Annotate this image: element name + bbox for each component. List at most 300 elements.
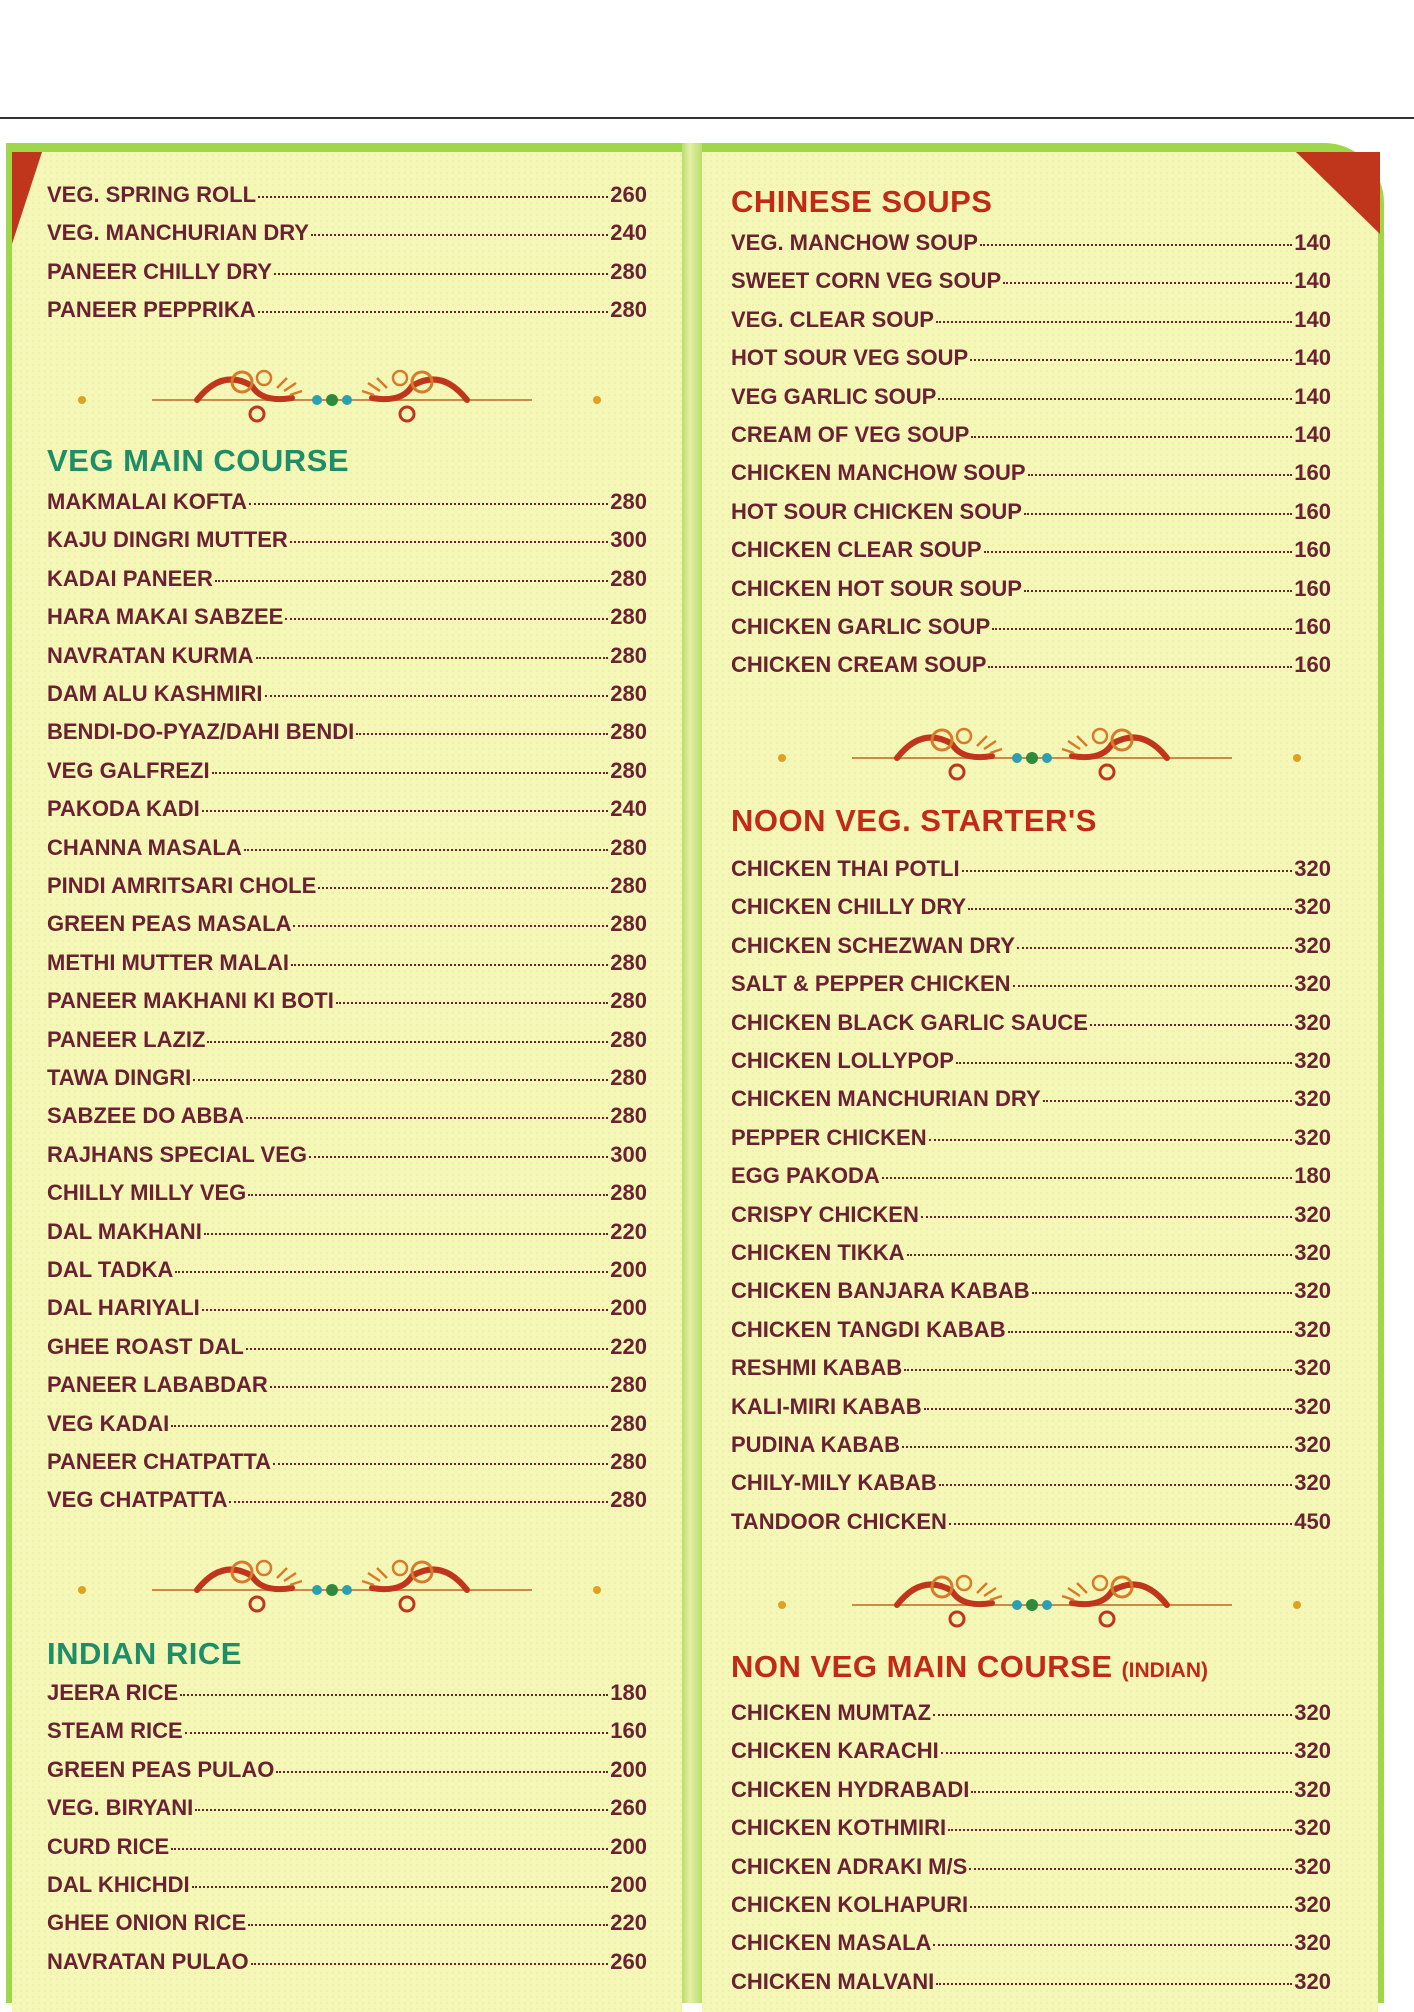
dot-leader <box>1032 1292 1293 1294</box>
dot-leader <box>246 1117 608 1119</box>
dot-leader <box>202 1309 608 1311</box>
corner-ornament <box>12 152 42 244</box>
menu-item-price: 140 <box>1294 422 1331 447</box>
menu-item <box>47 1718 647 1750</box>
dot-leader <box>246 1348 608 1350</box>
menu-item-price: 140 <box>1294 345 1331 371</box>
menu-item-name: PEPPER CHICKEN <box>731 1124 927 1150</box>
menu-item <box>47 1027 647 1059</box>
menu-item <box>731 499 1331 531</box>
menu-item-price: 200 <box>610 1257 647 1282</box>
corner-ornament <box>1296 152 1380 234</box>
menu-item-name: PANEER CHATPATTA <box>47 1449 272 1474</box>
menu-item-name: CHICKEN THAI POTLI <box>731 856 960 881</box>
menu-item-price: 280 <box>610 1410 647 1436</box>
menu-item-price: 280 <box>610 1103 647 1129</box>
menu-item-name: PINDI AMRITSARI CHOLE <box>47 873 317 898</box>
menu-item-name: HARA MAKAI SABZEE <box>47 604 284 630</box>
menu-item-name: CHICKEN HYDRABADI <box>731 1776 970 1802</box>
menu-item <box>731 1700 1331 1732</box>
dot-leader <box>229 1501 608 1503</box>
menu-item <box>731 1969 1331 2001</box>
menu-item <box>731 856 1331 888</box>
menu-item-name: VEG. MANCHOW SOUP <box>731 230 978 255</box>
dot-leader <box>1090 1024 1292 1026</box>
menu-item <box>47 1680 647 1712</box>
dot-leader <box>936 1983 1292 1985</box>
dot-leader <box>318 887 608 889</box>
menu-item-name: CHICKEN TIKKA <box>731 1240 905 1265</box>
menu-item <box>731 268 1331 300</box>
menu-item-price: 140 <box>1294 383 1331 409</box>
menu-item <box>731 1163 1331 1195</box>
menu-item <box>47 911 647 943</box>
dot-leader <box>185 1732 609 1734</box>
menu-item <box>47 1334 647 1366</box>
menu-item <box>731 1278 1331 1310</box>
menu-item <box>731 537 1331 569</box>
menu-item-name: CHICKEN MASALA <box>731 1930 932 1956</box>
section-heading-non-veg-main-course <box>731 1649 1208 1685</box>
menu-item-price: 280 <box>610 873 647 898</box>
menu-item <box>47 604 647 636</box>
menu-item-name: DAL MAKHANI <box>47 1218 202 1244</box>
section-heading-chinese-soups: CHINESE SOUPS <box>731 184 993 219</box>
dot-leader <box>204 1233 608 1235</box>
dot-leader <box>195 1809 608 1811</box>
menu-item <box>731 971 1331 1003</box>
menu-item-name: CHICKEN MUMTAZ <box>731 1700 932 1725</box>
dot-leader <box>290 541 609 543</box>
menu-item-price: 280 <box>610 949 647 975</box>
dot-leader <box>924 1408 1293 1410</box>
menu-item <box>731 1394 1331 1426</box>
menu-item-price: 240 <box>610 220 647 246</box>
menu-item-name: VEG KADAI <box>47 1410 170 1436</box>
menu-item-price: 280 <box>610 834 647 860</box>
dot-leader <box>248 1194 608 1196</box>
menu-item-price: 180 <box>1294 1163 1331 1189</box>
menu-item-price: 160 <box>1294 575 1331 601</box>
dot-leader <box>193 1079 608 1081</box>
menu-item-name: DAM ALU KASHMIRI <box>47 681 263 706</box>
menu-item-price: 260 <box>610 1948 647 1974</box>
menu-item-price: 320 <box>1294 1009 1331 1035</box>
menu-item-price: 320 <box>1294 894 1331 920</box>
menu-item-name: CURD RICE <box>47 1833 170 1859</box>
dot-leader <box>258 196 608 198</box>
menu-item-name: SALT & PEPPER CHICKEN <box>731 971 1011 997</box>
dot-leader <box>175 1271 608 1273</box>
dot-leader <box>309 1156 608 1158</box>
menu-item-name: CHICKEN KOTHMIRI <box>731 1815 947 1841</box>
menu-item-price: 280 <box>610 1065 647 1090</box>
menu-item-name: EGG PAKODA <box>731 1163 880 1189</box>
menu-item <box>731 230 1331 262</box>
menu-item-price: 320 <box>1294 1968 1331 1994</box>
menu-item-name: CHICKEN MALVANI <box>731 1968 935 1994</box>
menu-item-name: CHICKEN LOLLYPOP <box>731 1048 954 1073</box>
menu-item-price: 160 <box>1294 614 1331 639</box>
menu-item-name: GHEE ROAST DAL <box>47 1333 244 1359</box>
dot-leader <box>171 1425 608 1427</box>
menu-item <box>47 1257 647 1289</box>
menu-item <box>731 307 1331 339</box>
menu-item-price: 320 <box>1294 856 1331 881</box>
dot-leader <box>1024 590 1292 592</box>
menu-item-price: 140 <box>1294 306 1331 332</box>
menu-item-price: 320 <box>1294 1432 1331 1457</box>
dot-leader <box>244 849 609 851</box>
menu-item-name: DAL HARIYALI <box>47 1295 200 1321</box>
menu-item <box>731 652 1331 684</box>
menu-item <box>47 796 647 828</box>
dot-leader <box>907 1254 1293 1256</box>
dot-leader <box>941 1752 1293 1754</box>
menu-item-name: CHICKEN KARACHI <box>731 1738 939 1764</box>
menu-item-name: SABZEE DO ABBA <box>47 1103 245 1129</box>
menu-item-price: 320 <box>1294 1124 1331 1150</box>
dot-leader <box>311 234 608 236</box>
dot-leader <box>276 1771 608 1773</box>
menu-item-price: 260 <box>610 182 647 207</box>
menu-item-name: GHEE ONION RICE <box>47 1910 247 1936</box>
dot-leader <box>270 1386 608 1388</box>
menu-item-name: SWEET CORN VEG SOUP <box>731 268 1002 294</box>
menu-item-price: 200 <box>610 1872 647 1897</box>
menu-item-name: VEG GARLIC SOUP <box>731 383 937 409</box>
menu-item <box>47 873 647 905</box>
dot-leader <box>1024 513 1292 515</box>
menu-item-name: DAL KHICHDI <box>47 1872 190 1897</box>
dot-leader <box>336 1002 608 1004</box>
menu-item <box>731 1470 1331 1502</box>
dot-leader <box>1008 1331 1293 1333</box>
dot-leader <box>921 1216 1292 1218</box>
menu-item-price: 160 <box>1294 537 1331 563</box>
dot-leader <box>202 810 609 812</box>
ornament-divider-icon <box>762 716 1322 786</box>
dot-leader <box>215 580 608 582</box>
menu-item-price: 200 <box>610 1833 647 1859</box>
menu-item-price: 280 <box>610 297 647 323</box>
dot-leader <box>984 551 1293 553</box>
menu-item-name: PAKODA KADI <box>47 796 200 822</box>
menu-item-name: DAL TADKA <box>47 1257 174 1282</box>
menu-item-name: GREEN PEAS MASALA <box>47 911 292 937</box>
dot-leader <box>293 925 608 927</box>
menu-item-name: HOT SOUR VEG SOUP <box>731 345 969 371</box>
menu-item <box>731 1202 1331 1234</box>
menu-item <box>47 1411 647 1443</box>
menu-item-name: TANDOOR CHICKEN <box>731 1508 947 1534</box>
menu-item-price: 320 <box>1294 1086 1331 1112</box>
dot-leader <box>938 398 1292 400</box>
menu-item <box>47 566 647 598</box>
dot-leader <box>249 503 608 505</box>
menu-item-price: 320 <box>1294 1815 1331 1841</box>
menu-item-name: CHILY-MILY KABAB <box>731 1470 937 1496</box>
menu-item-name: RAJHANS SPECIAL VEG <box>47 1141 307 1167</box>
menu-item <box>731 933 1331 965</box>
menu-item-name: CRISPY CHICKEN <box>731 1201 919 1227</box>
menu-item-price: 280 <box>610 258 647 284</box>
menu-item <box>47 220 647 252</box>
menu-item-name: KALI-MIRI KABAB <box>731 1393 922 1419</box>
dot-leader <box>265 695 609 697</box>
menu-item-name: VEG. CLEAR SOUP <box>731 306 934 332</box>
menu-item <box>731 1086 1331 1118</box>
menu-item-price: 140 <box>1294 230 1331 255</box>
menu-item-name: PANEER PEPPRIKA <box>47 297 256 323</box>
section-heading-indian-rice: INDIAN RICE <box>47 1636 242 1671</box>
menu-item-name: METHI MUTTER MALAI <box>47 949 289 975</box>
dot-leader <box>929 1139 1293 1141</box>
menu-item-name: VEG GALFREZI <box>47 757 210 783</box>
menu-item <box>47 988 647 1020</box>
menu-item-price: 160 <box>1294 652 1331 678</box>
dot-leader <box>1017 947 1292 949</box>
menu-item <box>731 1509 1331 1541</box>
dot-leader <box>971 436 1292 438</box>
dot-leader <box>180 1694 608 1696</box>
menu-item-name: CHILLY MILLY VEG <box>47 1180 247 1206</box>
top-rule <box>0 117 1414 119</box>
dot-leader <box>291 964 608 966</box>
menu-item-price: 200 <box>610 1756 647 1782</box>
menu-item <box>731 576 1331 608</box>
menu-item-name: KAJU DINGRI MUTTER <box>47 527 288 553</box>
menu-item <box>731 1892 1331 1924</box>
menu-item-price: 160 <box>1294 460 1331 486</box>
menu-item-price: 280 <box>610 911 647 937</box>
menu-item <box>731 1777 1331 1809</box>
menu-item-price: 320 <box>1294 1355 1331 1381</box>
menu-item-name: PANEER CHILLY DRY <box>47 258 272 284</box>
ornament-divider-icon <box>62 1548 622 1618</box>
menu-item <box>731 422 1331 454</box>
dot-leader <box>207 1041 608 1043</box>
menu-item-name: CHICKEN CLEAR SOUP <box>731 537 982 563</box>
menu-item-price: 280 <box>610 1180 647 1206</box>
dot-leader <box>274 273 608 275</box>
menu-item <box>731 1815 1331 1847</box>
dot-leader <box>933 1944 1292 1946</box>
menu-item <box>47 489 647 521</box>
menu-item-price: 280 <box>610 1372 647 1398</box>
menu-item-price: 280 <box>610 642 647 668</box>
dot-leader <box>956 1062 1292 1064</box>
menu-item-price: 320 <box>1294 1316 1331 1342</box>
menu-item <box>731 614 1331 646</box>
menu-item-price: 280 <box>610 719 647 745</box>
dot-leader <box>256 657 609 659</box>
menu-item-name: PANEER MAKHANI KI BOTI <box>47 988 334 1014</box>
dot-leader <box>988 666 1292 668</box>
menu-item-name: RESHMI KABAB <box>731 1355 903 1381</box>
menu-item <box>47 1949 647 1981</box>
menu-item <box>731 1125 1331 1157</box>
menu-item-name: CHICKEN ADRAKI M/S <box>731 1853 968 1879</box>
menu-item-name: CHICKEN BANJARA KABAB <box>731 1278 1030 1304</box>
dot-leader <box>936 321 1292 323</box>
menu-item-name: NAVRATAN PULAO <box>47 1948 249 1974</box>
menu-item <box>47 1295 647 1327</box>
menu-item <box>47 835 647 867</box>
section-heading-veg-main-course: VEG MAIN COURSE <box>47 443 350 478</box>
menu-item-name: PANEER LAZIZ <box>47 1026 206 1052</box>
menu-item <box>731 894 1331 926</box>
dot-leader <box>980 244 1292 246</box>
dot-leader <box>285 618 608 620</box>
dot-leader <box>902 1446 1292 1448</box>
menu-item <box>47 643 647 675</box>
menu-item <box>47 950 647 982</box>
menu-item-price: 280 <box>610 757 647 783</box>
menu-item <box>47 1449 647 1481</box>
dot-leader <box>992 628 1292 630</box>
menu-item-price: 320 <box>1294 1470 1331 1496</box>
dot-leader <box>962 870 1293 872</box>
dot-leader <box>171 1848 608 1850</box>
menu-item-name: HOT SOUR CHICKEN SOUP <box>731 498 1022 524</box>
menu-item-price: 320 <box>1294 932 1331 958</box>
menu-item-price: 300 <box>610 527 647 553</box>
dot-leader <box>971 1791 1292 1793</box>
menu-item-name: CHICKEN BLACK GARLIC SAUCE <box>731 1009 1088 1035</box>
dot-leader <box>1028 474 1293 476</box>
menu-item <box>47 1065 647 1097</box>
menu-item-price: 220 <box>610 1218 647 1244</box>
section-heading-non-veg-starters: NOON VEG. STARTER'S <box>731 803 1097 838</box>
menu-item <box>47 1142 647 1174</box>
menu-item <box>47 681 647 713</box>
menu-item-price: 320 <box>1294 1738 1331 1764</box>
menu-item-name: NAVRATAN KURMA <box>47 642 254 668</box>
dot-leader <box>933 1714 1292 1716</box>
dot-leader <box>1043 1100 1293 1102</box>
menu-item <box>47 259 647 291</box>
menu-item <box>731 1738 1331 1770</box>
menu-item-price: 320 <box>1294 971 1331 997</box>
menu-item-name: KADAI PANEER <box>47 565 213 591</box>
dot-leader <box>904 1369 1292 1371</box>
menu-item <box>731 1048 1331 1080</box>
menu-item-price: 280 <box>610 604 647 630</box>
menu-item-name: CHICKEN MANCHURIAN DRY <box>731 1086 1041 1112</box>
menu-item <box>731 1432 1331 1464</box>
menu-item <box>47 1795 647 1827</box>
menu-item <box>731 1240 1331 1272</box>
menu-item-price: 320 <box>1294 1201 1331 1227</box>
menu-item-name: PANEER LABABDAR <box>47 1372 268 1398</box>
menu-item-price: 280 <box>610 489 647 514</box>
menu-item-name: BENDI-DO-PYAZ/DAHI BENDI <box>47 719 355 745</box>
menu-item-price: 160 <box>610 1718 647 1744</box>
menu-item <box>47 1757 647 1789</box>
dot-leader <box>969 1868 1292 1870</box>
menu-item-name: CHICKEN KOLHAPURI <box>731 1892 969 1917</box>
dot-leader <box>356 733 608 735</box>
dot-leader <box>1013 985 1293 987</box>
dot-leader <box>939 1484 1293 1486</box>
menu-item <box>47 1834 647 1866</box>
menu-item <box>731 1355 1331 1387</box>
center-fold <box>682 143 702 2003</box>
menu-item-price: 320 <box>1294 1048 1331 1073</box>
menu-item-price: 280 <box>610 681 647 706</box>
dot-leader <box>192 1886 609 1888</box>
menu-item <box>47 527 647 559</box>
menu-item <box>731 1010 1331 1042</box>
menu-item <box>47 182 647 214</box>
menu-item <box>731 345 1331 377</box>
menu-item-name: CHICKEN GARLIC SOUP <box>731 614 991 639</box>
menu-item-price: 320 <box>1294 1393 1331 1419</box>
menu-item-name: GREEN PEAS PULAO <box>47 1756 275 1782</box>
menu-item-name: CHANNA MASALA <box>47 834 242 860</box>
menu-item-price: 450 <box>1294 1508 1331 1534</box>
menu-item-name: VEG CHATPATTA <box>47 1487 228 1513</box>
menu-item-price: 220 <box>610 1333 647 1359</box>
menu-item-price: 320 <box>1294 1700 1331 1725</box>
menu-item-price: 200 <box>610 1295 647 1321</box>
dot-leader <box>212 772 609 774</box>
menu-item-price: 320 <box>1294 1278 1331 1304</box>
menu-item-price: 320 <box>1294 1240 1331 1265</box>
menu-item <box>47 1487 647 1519</box>
menu-item-price: 300 <box>610 1141 647 1167</box>
menu-item-price: 320 <box>1294 1930 1331 1956</box>
menu-item-price: 240 <box>610 796 647 822</box>
menu-item <box>47 1872 647 1904</box>
menu-item-name: TAWA DINGRI <box>47 1065 192 1090</box>
menu-item <box>47 1219 647 1251</box>
menu-item-price: 220 <box>610 1910 647 1936</box>
menu-item-name: CHICKEN SCHEZWAN DRY <box>731 932 1015 958</box>
menu-item <box>47 758 647 790</box>
menu-item-name: VEG. MANCHURIAN DRY <box>47 220 309 246</box>
menu-item-price: 320 <box>1294 1892 1331 1917</box>
dot-leader <box>248 1924 608 1926</box>
dot-leader <box>882 1177 1293 1179</box>
menu-item-name: CHICKEN CHILLY DRY <box>731 894 967 920</box>
menu-item <box>731 460 1331 492</box>
menu-item-name: MAKMALAI KOFTA <box>47 489 247 514</box>
dot-leader <box>970 1906 1292 1908</box>
menu-item <box>47 297 647 329</box>
menu-item-name: CHICKEN CREAM SOUP <box>731 652 987 678</box>
dot-leader <box>948 1829 1292 1831</box>
dot-leader <box>968 908 1292 910</box>
menu-item-name: PUDINA KABAB <box>731 1432 901 1457</box>
dot-leader <box>1003 282 1292 284</box>
menu-item-price: 280 <box>610 1026 647 1052</box>
menu-item-name: STEAM RICE <box>47 1718 183 1744</box>
dot-leader <box>949 1523 1292 1525</box>
menu-item-price: 280 <box>610 1449 647 1474</box>
menu-item-name: CHICKEN TANGDI KABAB <box>731 1316 1006 1342</box>
menu-item-price: 260 <box>610 1795 647 1821</box>
menu-item-name: CHICKEN MANCHOW SOUP <box>731 460 1026 486</box>
menu-item <box>731 384 1331 416</box>
menu-item <box>47 1180 647 1212</box>
ornament-divider-icon <box>62 358 622 428</box>
menu-item-name: VEG. SPRING ROLL <box>47 182 257 207</box>
dot-leader <box>970 359 1292 361</box>
dot-leader <box>258 311 609 313</box>
menu-item-price: 180 <box>610 1680 647 1705</box>
